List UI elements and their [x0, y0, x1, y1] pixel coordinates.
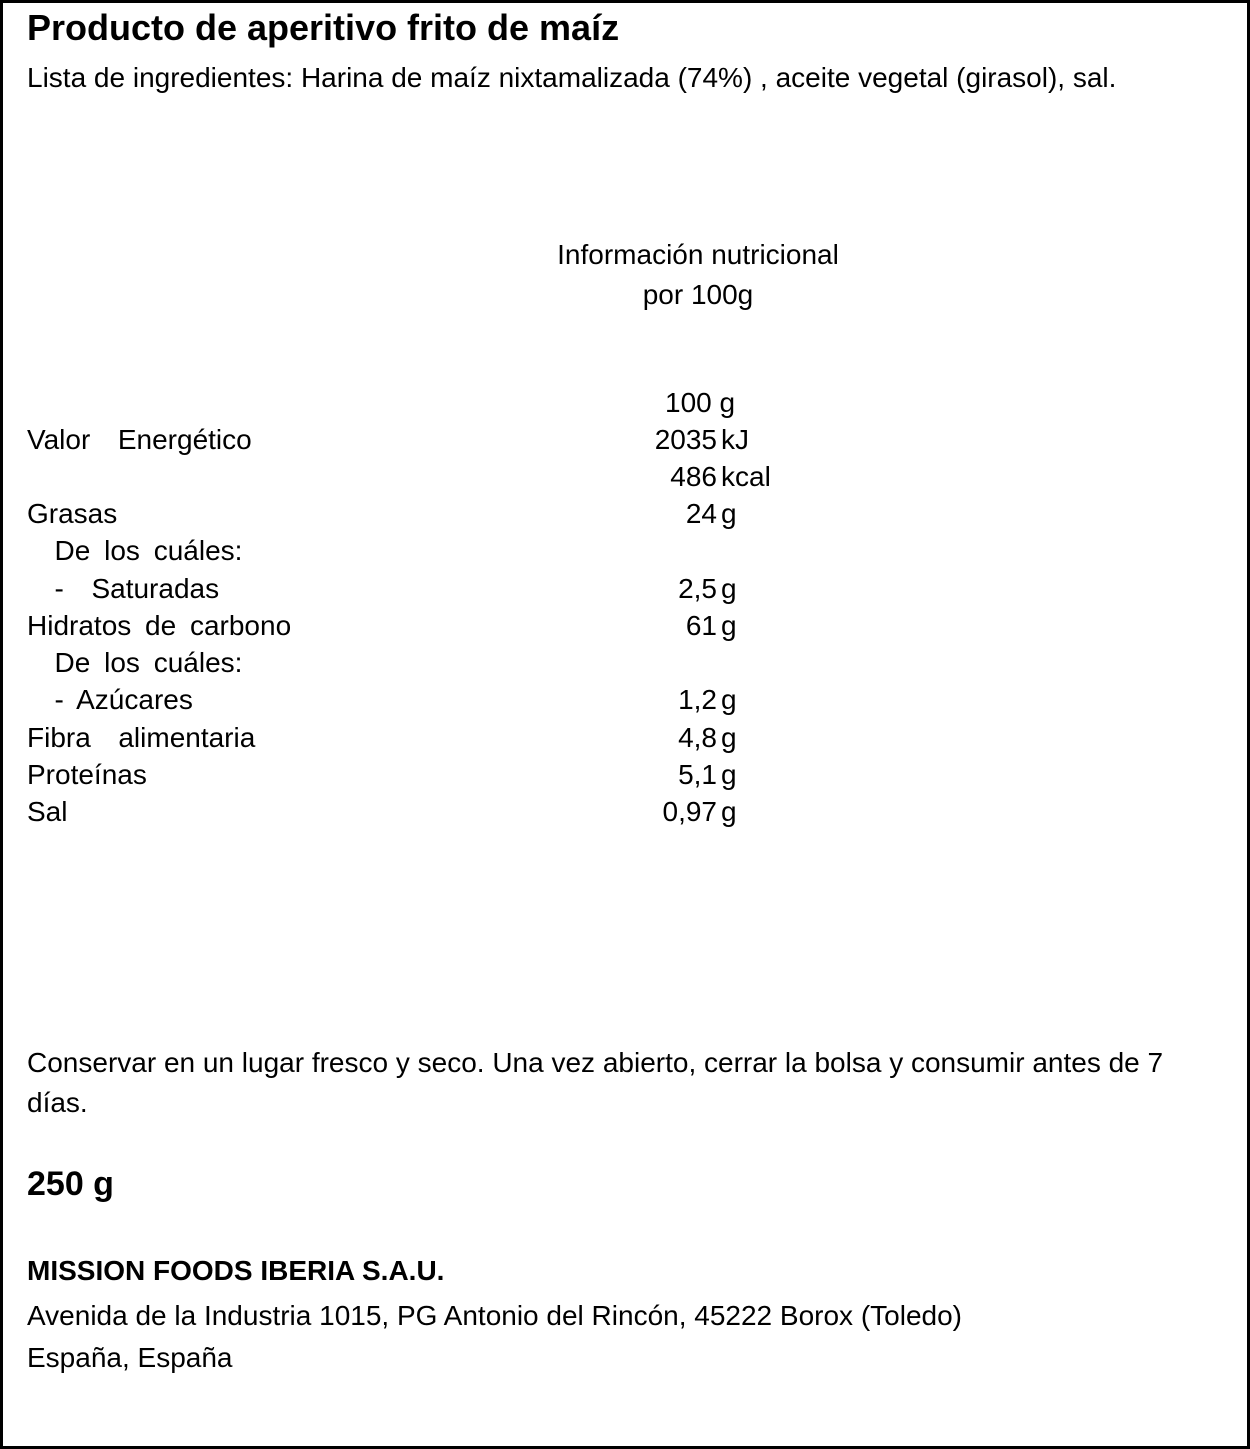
nutrition-row: [3, 647, 1247, 684]
nutrient-unit: g: [721, 722, 737, 753]
nutrient-value: 5,1: [678, 759, 717, 790]
nutrition-heading: Información nutricional: [557, 239, 839, 270]
nutrient-value: 1,2: [678, 684, 717, 715]
nutrition-row: [3, 610, 1247, 647]
nutrition-row: [3, 535, 1247, 572]
nutrient-name: De los cuáles:: [27, 535, 243, 566]
nutrition-row: [3, 684, 1247, 721]
nutrient-value: 0,97: [662, 796, 717, 827]
nutrient-value: 2035: [654, 424, 717, 455]
nutrition-row: [3, 796, 1247, 833]
nutrient-name: Valor Energético: [27, 424, 252, 455]
product-title: Producto de aperitivo frito de maíz: [27, 7, 620, 48]
nutrient-name: Grasas: [27, 498, 118, 529]
nutrient-name: - Saturadas: [27, 573, 220, 604]
nutrition-row: [3, 722, 1247, 759]
nutrient-name: Proteínas: [27, 759, 147, 790]
nutrition-row: [3, 498, 1247, 535]
nutrient-value: 2,5: [678, 573, 717, 604]
nutrition-row: [3, 573, 1247, 610]
nutrient-name: - Azúcares: [27, 684, 193, 715]
company-address: Avenida de la Industria 1015, PG Antonio del Rincón, 45222 Borox (Toledo): [27, 1300, 962, 1331]
nutrient-unit: g: [721, 796, 737, 827]
nutrient-value: 24: [685, 498, 717, 529]
storage-instructions: Conservar en un lugar fresco y seco. Una vez abierto, cerrar la bolsa y consumir antes de 7 días.: [27, 1047, 1164, 1118]
ingredients-list: Lista de ingredientes: Harina de maíz nixtamalizada (74%) , aceite vegetal (girasol), sal.: [27, 62, 1117, 93]
nutrient-name: Fibra alimentaria: [27, 722, 256, 753]
nutrition-row: [3, 424, 1247, 461]
nutrient-unit: kcal: [721, 461, 771, 492]
company-address-block: [27, 1295, 962, 1379]
nutrition-column-header: 100 g: [665, 387, 736, 418]
nutrition-row: [3, 759, 1247, 796]
nutrient-unit: g: [721, 610, 737, 641]
nutrient-unit: g: [721, 684, 737, 715]
nutrient-value: 486: [670, 461, 717, 492]
nutrient-value: 61: [685, 610, 717, 641]
nutrient-value: 4,8: [678, 722, 717, 753]
nutrient-name: De los cuáles:: [27, 647, 243, 678]
nutrition-subheading: por 100g: [642, 279, 754, 310]
company-name: MISSION FOODS IBERIA S.A.U.: [27, 1255, 445, 1286]
nutrient-name: Hidratos de carbono: [27, 610, 292, 641]
nutrient-unit: kJ: [721, 424, 749, 455]
nutrient-name: Sal: [27, 796, 68, 827]
nutrient-unit: g: [721, 573, 737, 604]
company-country: España, España: [27, 1342, 233, 1373]
nutrition-heading-block: [463, 235, 933, 315]
nutrient-unit: g: [721, 759, 737, 790]
nutrient-unit: g: [721, 498, 737, 529]
nutrition-row: [3, 461, 1247, 498]
net-weight: 250 g: [27, 1165, 114, 1203]
